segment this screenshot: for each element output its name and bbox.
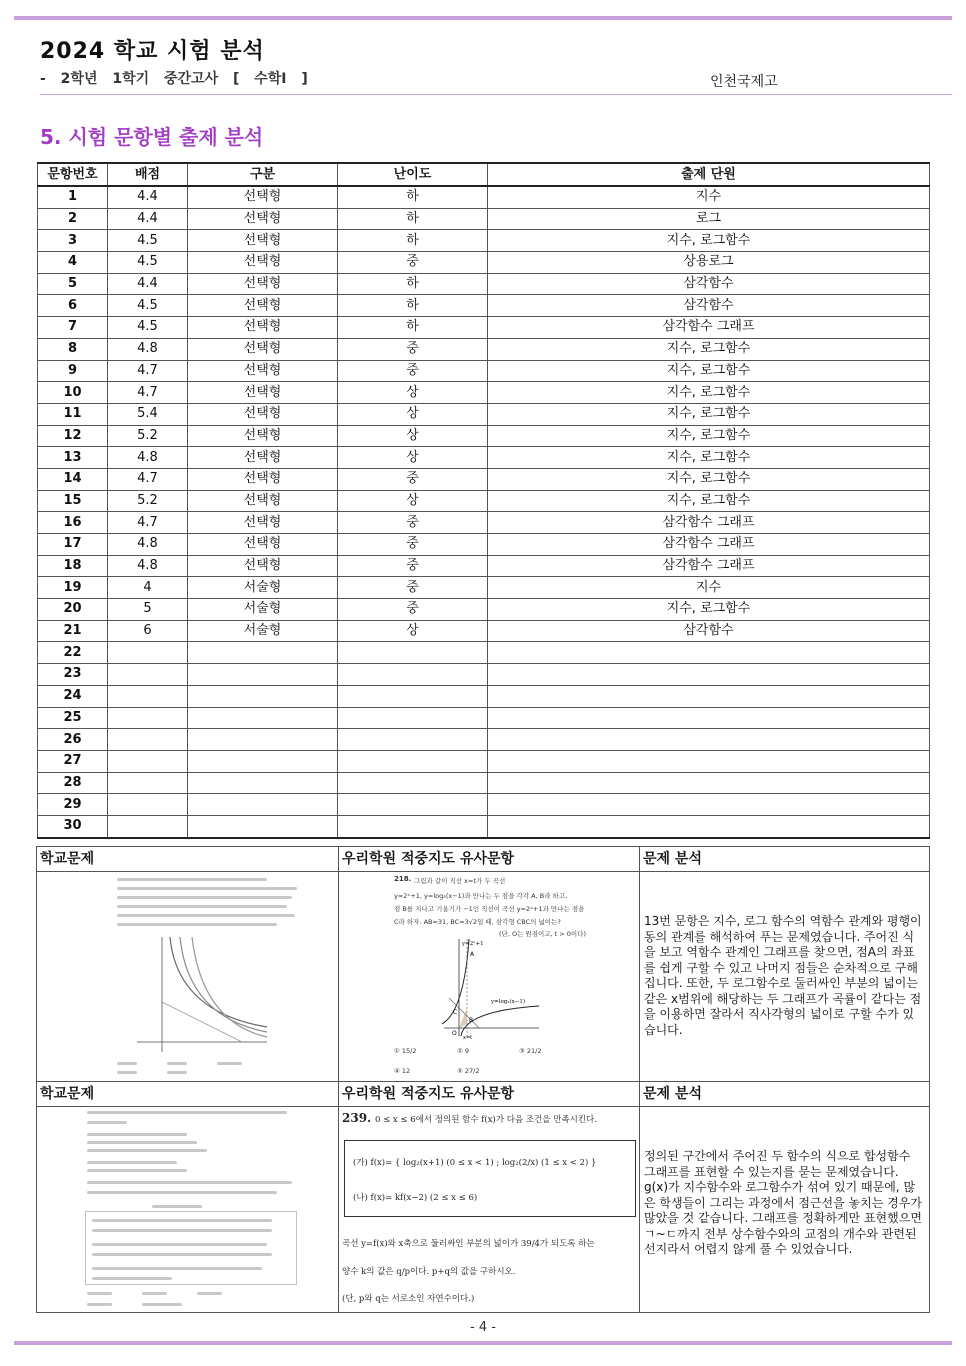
score-cell: 5.4 bbox=[108, 403, 188, 425]
question-type-cell: 선택형 bbox=[188, 252, 338, 274]
question-type-cell: 선택형 bbox=[188, 273, 338, 295]
question-type-cell bbox=[188, 750, 338, 772]
question-number-cell: 7 bbox=[38, 317, 108, 339]
difficulty-cell bbox=[338, 729, 488, 751]
question-type-cell: 선택형 bbox=[188, 338, 338, 360]
table-row bbox=[38, 512, 930, 534]
table-row bbox=[38, 295, 930, 317]
unit-cell: 지수 bbox=[488, 186, 930, 208]
table-row bbox=[38, 382, 930, 404]
score-cell: 6 bbox=[108, 620, 188, 642]
bottom-accent-bar bbox=[14, 1341, 952, 1345]
question-type-cell bbox=[188, 815, 338, 837]
question-type-cell: 서술형 bbox=[188, 620, 338, 642]
question-number-cell: 21 bbox=[38, 620, 108, 642]
score-cell bbox=[108, 664, 188, 686]
difficulty-cell: 중 bbox=[338, 512, 488, 534]
question-type-cell: 선택형 bbox=[188, 186, 338, 208]
question-number-cell: 14 bbox=[38, 468, 108, 490]
difficulty-cell: 하 bbox=[338, 186, 488, 208]
question-type-cell bbox=[188, 772, 338, 794]
difficulty-cell: 중 bbox=[338, 252, 488, 274]
difficulty-cell: 중 bbox=[338, 534, 488, 556]
question-number-cell: 28 bbox=[38, 772, 108, 794]
unit-cell: 삼각함수 그래프 bbox=[488, 512, 930, 534]
unit-cell: 지수, 로그함수 bbox=[488, 403, 930, 425]
score-cell: 4.4 bbox=[108, 208, 188, 230]
unit-cell: 삼각함수 그래프 bbox=[488, 534, 930, 556]
table-row bbox=[38, 230, 930, 252]
analysis-header: 문제 분석 bbox=[640, 847, 930, 872]
table-row bbox=[38, 186, 930, 208]
question-number-cell: 5 bbox=[38, 273, 108, 295]
question-number-cell: 3 bbox=[38, 230, 108, 252]
table-row bbox=[38, 490, 930, 512]
question-type-cell: 선택형 bbox=[188, 295, 338, 317]
difficulty-cell: 상 bbox=[338, 447, 488, 469]
question-number-cell: 1 bbox=[38, 186, 108, 208]
similar-question-image-1 bbox=[339, 872, 640, 1082]
question-number-cell: 4 bbox=[38, 252, 108, 274]
similar-line: C라 하자. AB=31, BC=3√2일 때, 삼각형 CBC의 넓이는? bbox=[394, 918, 561, 926]
similar-graph bbox=[439, 936, 549, 1041]
difficulty-cell: 상 bbox=[338, 490, 488, 512]
table-row bbox=[38, 403, 930, 425]
difficulty-cell bbox=[338, 750, 488, 772]
table-row bbox=[38, 577, 930, 599]
table-row bbox=[38, 664, 930, 686]
question-type-cell: 선택형 bbox=[188, 512, 338, 534]
score-cell: 4.8 bbox=[108, 534, 188, 556]
school-question-header: 학교문제 bbox=[37, 847, 339, 872]
similar-line: (단, O는 원점이고, t > 0이다) bbox=[499, 930, 587, 938]
choice-4: ④ 12 bbox=[394, 1067, 411, 1075]
question-type-cell: 선택형 bbox=[188, 468, 338, 490]
question-type-cell: 서술형 bbox=[188, 577, 338, 599]
unit-cell: 삼각함수 bbox=[488, 620, 930, 642]
condition-na: (나) f(x)= kf(x−2) (2 ≤ x ≤ 6) bbox=[353, 1193, 478, 1203]
difficulty-cell bbox=[338, 664, 488, 686]
difficulty-cell: 중 bbox=[338, 555, 488, 577]
question-type-cell: 선택형 bbox=[188, 425, 338, 447]
choice-1: ① 15/2 bbox=[394, 1047, 417, 1055]
score-cell: 4 bbox=[108, 577, 188, 599]
question-type-cell: 선택형 bbox=[188, 555, 338, 577]
similar-question-line: 곡선 y=f(x)와 x축으로 둘러싸인 부분의 넓이가 39/4가 되도록 하는 bbox=[342, 1239, 595, 1249]
question-type-cell: 선택형 bbox=[188, 403, 338, 425]
page-number: - 4 - bbox=[470, 1320, 496, 1335]
question-number-cell: 17 bbox=[38, 534, 108, 556]
difficulty-cell: 하 bbox=[338, 273, 488, 295]
unit-cell bbox=[488, 794, 930, 816]
condition-ga: (가) f(x)= { log₂(x+1) (0 ≤ x < 1) ; log₂(2/x) (1 ≤ x < 2) } bbox=[353, 1158, 597, 1168]
question-number-cell: 12 bbox=[38, 425, 108, 447]
similar-question-number: 239. bbox=[342, 1111, 372, 1125]
school-question-image-1 bbox=[37, 872, 339, 1082]
school-question-header: 학교문제 bbox=[37, 1082, 339, 1107]
question-number-cell: 30 bbox=[38, 815, 108, 837]
score-cell: 4.5 bbox=[108, 317, 188, 339]
question-number-cell: 10 bbox=[38, 382, 108, 404]
score-cell bbox=[108, 750, 188, 772]
table-row bbox=[38, 772, 930, 794]
question-number-cell: 18 bbox=[38, 555, 108, 577]
analysis-header: 문제 분석 bbox=[640, 1082, 930, 1107]
table-row bbox=[38, 815, 930, 837]
difficulty-cell: 중 bbox=[338, 360, 488, 382]
unit-cell: 삼각함수 bbox=[488, 295, 930, 317]
unit-cell: 지수 bbox=[488, 577, 930, 599]
score-cell: 4.4 bbox=[108, 273, 188, 295]
difficulty-cell: 상 bbox=[338, 425, 488, 447]
similar-intro: 0 ≤ x ≤ 6에서 정의된 함수 f(x)가 다음 조건을 만족시킨다. bbox=[375, 1115, 597, 1125]
table-row bbox=[38, 642, 930, 664]
question-type-cell: 선택형 bbox=[188, 317, 338, 339]
unit-cell: 삼각함수 그래프 bbox=[488, 555, 930, 577]
point-label-a: A bbox=[470, 951, 475, 958]
choice-2: ② 9 bbox=[457, 1047, 470, 1055]
question-number-cell: 8 bbox=[38, 338, 108, 360]
choice-3: ③ 21/2 bbox=[519, 1047, 542, 1055]
question-number-cell: 15 bbox=[38, 490, 108, 512]
top-accent-bar bbox=[14, 16, 952, 20]
unit-cell: 지수, 로그함수 bbox=[488, 447, 930, 469]
difficulty-cell: 중 bbox=[338, 338, 488, 360]
question-number-cell: 23 bbox=[38, 664, 108, 686]
curve-label-exp: y=2ˣ+1 bbox=[462, 941, 484, 947]
table-row bbox=[38, 360, 930, 382]
header-divider bbox=[40, 94, 952, 95]
unit-cell: 로그 bbox=[488, 208, 930, 230]
unit-cell bbox=[488, 707, 930, 729]
difficulty-cell bbox=[338, 642, 488, 664]
difficulty-cell: 하 bbox=[338, 295, 488, 317]
school-name: 인천국제고 bbox=[710, 74, 778, 90]
score-cell: 5.2 bbox=[108, 425, 188, 447]
score-cell: 4.7 bbox=[108, 360, 188, 382]
score-cell bbox=[108, 815, 188, 837]
question-number-cell: 2 bbox=[38, 208, 108, 230]
curve-label-log: y=log₂(x−1) bbox=[491, 999, 526, 1005]
question-number-cell: 13 bbox=[38, 447, 108, 469]
question-type-cell bbox=[188, 794, 338, 816]
table-row bbox=[38, 425, 930, 447]
condition-box bbox=[344, 1140, 636, 1217]
difficulty-cell bbox=[338, 707, 488, 729]
question-number-cell: 24 bbox=[38, 685, 108, 707]
unit-cell: 지수, 로그함수 bbox=[488, 230, 930, 252]
question-type-cell: 선택형 bbox=[188, 208, 338, 230]
unit-cell: 삼각함수 bbox=[488, 273, 930, 295]
unit-cell: 지수, 로그함수 bbox=[488, 490, 930, 512]
similar-question-line: 양수 k의 값은 q/p이다. p+q의 값을 구하시오. bbox=[342, 1267, 516, 1277]
score-cell: 4.7 bbox=[108, 512, 188, 534]
table-row bbox=[38, 707, 930, 729]
table-row bbox=[38, 685, 930, 707]
question-type-cell: 선택형 bbox=[188, 382, 338, 404]
question-type-cell: 선택형 bbox=[188, 230, 338, 252]
analysis-cell-1 bbox=[640, 872, 930, 1082]
analysis-text-2: 정의된 구간에서 주어진 두 함수의 식으로 합성함수 그래프를 표현할 수 있는지를 묻는 문제였습니다. g(x)가 지수함수와 로그함수가 섞여 있기 때문에, 많은 학생들이 그리는 과정에서 점근선을 놓치는 경우가 많았을 것 같습니다. 그래프를 정확하게만 표현했으면 ㄱ~ㄷ까지 전부 상수함수와의 교점의 개수와 관련된 선지라서 어렵지 않게 풀 수 있었습니다. bbox=[644, 1149, 922, 1256]
table-row bbox=[38, 338, 930, 360]
difficulty-cell: 하 bbox=[338, 317, 488, 339]
similar-question-header: 우리학원 적중지도 유사문항 bbox=[339, 847, 640, 872]
school-question-image-2 bbox=[37, 1107, 339, 1313]
score-cell: 4.8 bbox=[108, 338, 188, 360]
score-cell bbox=[108, 772, 188, 794]
col-header-unit: 출제 단원 bbox=[488, 163, 930, 186]
difficulty-cell bbox=[338, 772, 488, 794]
table-row bbox=[38, 252, 930, 274]
table-row bbox=[38, 534, 930, 556]
difficulty-cell: 상 bbox=[338, 620, 488, 642]
point-label-c: C bbox=[453, 1009, 458, 1016]
question-number-cell: 29 bbox=[38, 794, 108, 816]
difficulty-cell: 중 bbox=[338, 577, 488, 599]
page-subtitle: - 2학년 1학기 중간고사 [ 수학Ⅰ ] bbox=[40, 71, 308, 87]
difficulty-cell bbox=[338, 794, 488, 816]
line-label: x=t bbox=[463, 1035, 473, 1041]
question-number-cell: 22 bbox=[38, 642, 108, 664]
difficulty-cell bbox=[338, 815, 488, 837]
point-label-b: B bbox=[469, 1017, 474, 1024]
score-cell: 4.5 bbox=[108, 252, 188, 274]
col-header-score: 배점 bbox=[108, 163, 188, 186]
score-cell bbox=[108, 685, 188, 707]
question-number-cell: 25 bbox=[38, 707, 108, 729]
table-row bbox=[38, 599, 930, 621]
choice-5: ⑤ 27/2 bbox=[457, 1067, 480, 1075]
unit-cell: 지수, 로그함수 bbox=[488, 382, 930, 404]
school-graph-image bbox=[132, 932, 272, 1057]
unit-cell: 지수, 로그함수 bbox=[488, 338, 930, 360]
question-type-cell: 서술형 bbox=[188, 599, 338, 621]
section-title: 5. 시험 문항별 출제 분석 bbox=[40, 125, 264, 149]
question-detail-table bbox=[36, 846, 930, 1313]
unit-cell: 지수, 로그함수 bbox=[488, 468, 930, 490]
score-cell: 5.2 bbox=[108, 490, 188, 512]
page-title: 2024 학교 시험 분석 bbox=[40, 39, 265, 64]
unit-cell bbox=[488, 664, 930, 686]
question-type-cell: 선택형 bbox=[188, 534, 338, 556]
difficulty-cell: 중 bbox=[338, 468, 488, 490]
score-cell: 4.8 bbox=[108, 555, 188, 577]
similar-line: 점 B를 지나고 기울기가 −1인 직선이 곡선 y=2ˣ+1과 만나는 점을 bbox=[394, 905, 585, 913]
score-cell bbox=[108, 729, 188, 751]
table-row bbox=[38, 555, 930, 577]
table-row bbox=[38, 620, 930, 642]
question-type-cell bbox=[188, 664, 338, 686]
question-type-cell bbox=[188, 707, 338, 729]
table-row bbox=[38, 317, 930, 339]
similar-line: y=2ˣ+1, y=log₂(x−1)과 만나는 두 점을 각각 A, B라 하고, bbox=[394, 892, 568, 900]
analysis-text-1: 13번 문항은 지수, 로그 함수의 역함수 관계와 평행이동의 관계를 해석하여 푸는 문제였습니다. 주어진 식을 보고 역함수 관계인 그래프를 찾으면, 점A의 좌표를 쉽게 구할 수 있고 나머지 점들은 순차적으로 구해집니다. 또한, 두 로그함수로 둘러싸인 부분의 넓이는 같은 x범위에 해당하는 두 그래프가 곡률이 같다는 점을 이용하면 잘라서 직사각형의 넓이로 구할 수가 있습니다. bbox=[644, 914, 922, 1037]
unit-cell bbox=[488, 772, 930, 794]
unit-cell: 상용로그 bbox=[488, 252, 930, 274]
question-number-cell: 11 bbox=[38, 403, 108, 425]
col-header-number: 문항번호 bbox=[38, 163, 108, 186]
question-number-cell: 9 bbox=[38, 360, 108, 382]
question-number-cell: 6 bbox=[38, 295, 108, 317]
table-row bbox=[38, 729, 930, 751]
question-number-cell: 19 bbox=[38, 577, 108, 599]
question-type-cell: 선택형 bbox=[188, 490, 338, 512]
unit-cell bbox=[488, 750, 930, 772]
unit-cell bbox=[488, 685, 930, 707]
difficulty-cell bbox=[338, 685, 488, 707]
question-analysis-table bbox=[37, 162, 930, 839]
table-row bbox=[38, 447, 930, 469]
score-cell: 5 bbox=[108, 599, 188, 621]
score-cell bbox=[108, 642, 188, 664]
question-type-cell: 선택형 bbox=[188, 447, 338, 469]
similar-question-header: 우리학원 적중지도 유사문항 bbox=[339, 1082, 640, 1107]
question-number-cell: 27 bbox=[38, 750, 108, 772]
unit-cell: 지수, 로그함수 bbox=[488, 599, 930, 621]
question-type-cell: 선택형 bbox=[188, 360, 338, 382]
unit-cell bbox=[488, 815, 930, 837]
unit-cell: 지수, 로그함수 bbox=[488, 425, 930, 447]
unit-cell: 지수, 로그함수 bbox=[488, 360, 930, 382]
question-type-cell bbox=[188, 642, 338, 664]
difficulty-cell: 하 bbox=[338, 208, 488, 230]
col-header-difficulty: 난이도 bbox=[338, 163, 488, 186]
score-cell: 4.7 bbox=[108, 468, 188, 490]
difficulty-cell: 하 bbox=[338, 230, 488, 252]
score-cell: 4.8 bbox=[108, 447, 188, 469]
unit-cell bbox=[488, 729, 930, 751]
table-row bbox=[38, 750, 930, 772]
score-cell: 4.4 bbox=[108, 186, 188, 208]
col-header-type: 구분 bbox=[188, 163, 338, 186]
table-row bbox=[38, 468, 930, 490]
table-row bbox=[38, 273, 930, 295]
question-number-cell: 26 bbox=[38, 729, 108, 751]
question-type-cell bbox=[188, 685, 338, 707]
similar-line: 그림과 같이 직선 x=t가 두 곡선 bbox=[414, 877, 506, 885]
analysis-cell-2 bbox=[640, 1107, 930, 1313]
question-number-cell: 20 bbox=[38, 599, 108, 621]
question-type-cell bbox=[188, 729, 338, 751]
unit-cell bbox=[488, 642, 930, 664]
difficulty-cell: 중 bbox=[338, 599, 488, 621]
table-row bbox=[38, 208, 930, 230]
difficulty-cell: 상 bbox=[338, 403, 488, 425]
score-cell bbox=[108, 794, 188, 816]
similar-question-image-2 bbox=[339, 1107, 640, 1313]
score-cell: 4.5 bbox=[108, 295, 188, 317]
table-row bbox=[38, 794, 930, 816]
score-cell bbox=[108, 707, 188, 729]
origin-label: O bbox=[452, 1030, 457, 1037]
score-cell: 4.5 bbox=[108, 230, 188, 252]
similar-question-line: (단, p와 q는 서로소인 자연수이다.) bbox=[342, 1294, 475, 1304]
score-cell: 4.7 bbox=[108, 382, 188, 404]
unit-cell: 삼각함수 그래프 bbox=[488, 317, 930, 339]
question-number-cell: 16 bbox=[38, 512, 108, 534]
difficulty-cell: 상 bbox=[338, 382, 488, 404]
table-header-row bbox=[38, 163, 930, 186]
similar-question-number: 218. bbox=[394, 875, 412, 883]
